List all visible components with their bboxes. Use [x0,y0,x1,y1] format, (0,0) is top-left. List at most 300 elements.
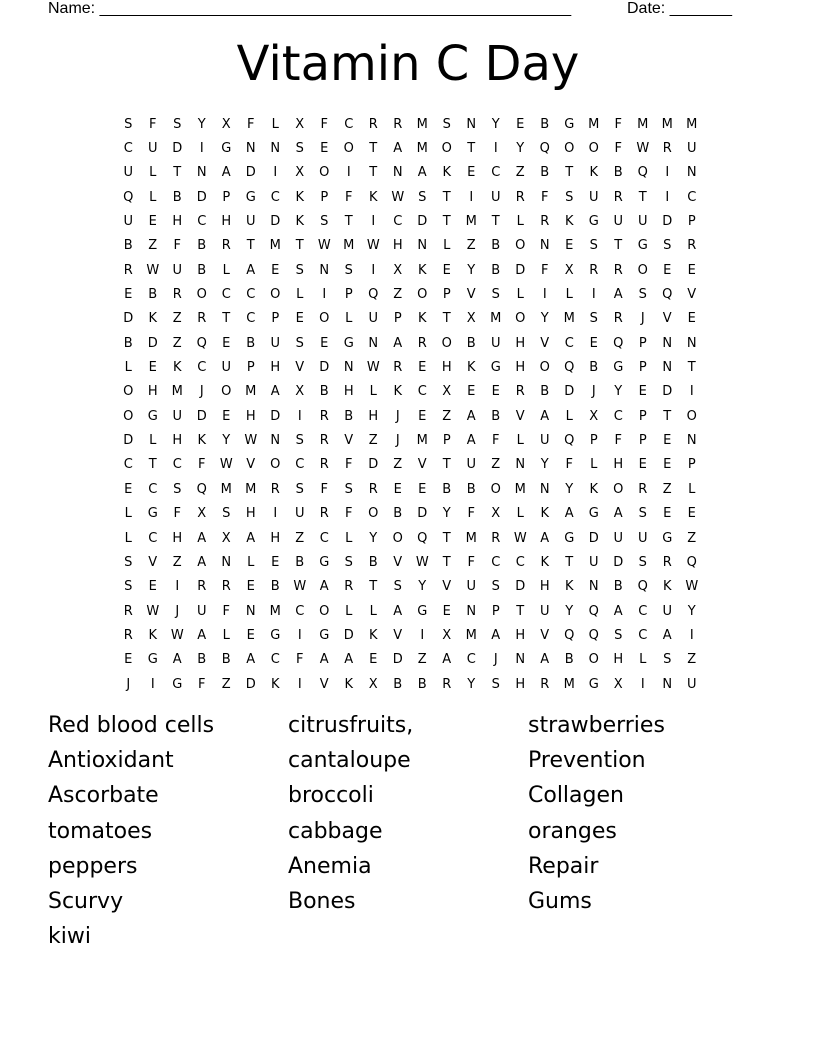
grid-letter: W [636,141,650,157]
grid-letter: C [246,311,256,327]
grid-letter: F [345,506,353,522]
grid-letter: J [591,384,596,400]
grid-letter: F [541,262,549,278]
grid-letter: I [371,214,376,230]
grid-letter: Q [123,189,134,205]
grid-letter: B [613,579,623,595]
grid-letter: A [246,652,256,668]
grid-letter: M [686,116,698,132]
grid-letter: G [662,530,673,546]
grid-letter: R [368,481,378,497]
grid-letter: U [466,579,476,595]
grid-letter: M [269,603,281,619]
grid-letter: K [148,311,158,327]
grid-letter: K [417,311,427,327]
grid-letter: H [613,652,624,668]
grid-letter: T [295,238,304,254]
grid-letter: A [270,384,280,400]
grid-letter: Y [687,603,696,619]
grid-letter: Y [418,579,427,595]
word-list-item: Antioxidant [48,748,174,774]
grid-letter: Q [564,433,575,449]
grid-letter: Z [295,530,305,546]
grid-letter: L [345,311,353,327]
grid-letter: H [515,676,526,692]
grid-row [116,209,704,233]
word-list-item: cantaloupe [288,748,411,774]
grid-letter: Y [565,481,574,497]
grid-letter: S [320,214,329,230]
grid-letter: A [442,652,452,668]
grid-letter: K [270,676,280,692]
grid-letter: E [687,506,696,522]
grid-letter: I [150,676,155,692]
grid-letter: C [687,189,697,205]
grid-letter: I [199,141,204,157]
grid-letter: H [539,579,550,595]
word-list-item: peppers [48,853,138,879]
grid-letter: Z [442,408,452,424]
grid-letter: D [172,141,183,157]
grid-letter: A [564,506,574,522]
grid-letter: S [295,141,304,157]
grid-letter: Y [491,116,500,132]
grid-letter: D [196,408,207,424]
grid-letter: S [124,579,133,595]
grid-letter: M [416,141,428,157]
grid-letter: M [637,116,649,132]
word-list-item: tomatoes [48,818,153,844]
grid-letter: K [540,554,550,570]
grid-letter: T [442,457,451,473]
grid-letter: O [441,141,452,157]
grid-letter: P [442,287,451,303]
grid-letter: P [687,457,696,473]
grid-letter: X [393,262,403,278]
grid-letter: C [319,530,329,546]
grid-letter: F [614,433,622,449]
grid-letter: V [662,311,672,327]
grid-letter: T [491,214,500,230]
grid-row [116,550,704,574]
grid-letter: C [197,214,207,230]
grid-letter: S [295,433,304,449]
grid-letter: C [295,457,305,473]
grid-letter: S [124,116,133,132]
grid-letter: L [149,433,157,449]
grid-letter: H [172,214,183,230]
grid-letter: E [418,360,427,376]
grid-letter: R [687,238,697,254]
word-list-item: broccoli [288,783,374,809]
grid-letter: H [172,530,183,546]
grid-letter: B [613,165,623,181]
word-list-item: Scurvy [48,888,124,914]
grid-letter: T [565,554,574,570]
grid-letter: X [491,506,501,522]
grid-letter: A [246,530,256,546]
grid-letter: E [491,384,500,400]
grid-letter: J [493,652,498,668]
grid-letter: L [247,554,255,570]
grid-letter: U [588,189,599,205]
grid-letter: S [173,481,182,497]
grid-letter: C [491,165,501,181]
grid-letter: Q [196,335,207,351]
grid-letter: E [320,335,329,351]
grid-letter: Q [613,335,624,351]
grid-letter: U [662,603,672,619]
grid-letter: W [146,262,160,278]
grid-letter: L [369,603,377,619]
grid-letter: S [344,481,353,497]
grid-letter: P [246,360,255,376]
grid-letter: T [148,457,157,473]
grid-letter: V [393,627,403,643]
grid-letter: C [172,457,182,473]
grid-letter: K [564,214,574,230]
grid-letter: B [295,554,305,570]
grid-letter: N [515,652,526,668]
grid-letter: G [147,408,158,424]
grid-letter: P [320,189,329,205]
grid-letter: R [393,360,403,376]
grid-letter: U [123,165,133,181]
grid-letter: M [661,116,673,132]
header [48,0,748,20]
grid-letter: G [588,214,599,230]
grid-letter: B [393,506,403,522]
grid-letter: U [637,530,648,546]
grid-letter: F [198,676,206,692]
grid-letter: R [123,262,133,278]
grid-letter: T [565,165,574,181]
grid-letter: W [317,238,331,254]
grid-letter: M [465,530,477,546]
grid-letter: X [295,116,305,132]
grid-letter: L [590,457,598,473]
grid-letter: F [198,457,206,473]
grid-letter: C [564,335,574,351]
grid-letter: J [175,603,180,619]
grid-row [116,282,704,306]
grid-letter: R [197,579,207,595]
grid-row [116,112,704,136]
grid-letter: M [465,214,477,230]
grid-letter: E [320,141,329,157]
grid-letter: C [344,116,354,132]
word-list-item: Red blood cells [48,713,215,738]
grid-letter: C [148,530,158,546]
grid-letter: K [442,165,452,181]
word-list [48,708,768,954]
grid-letter: P [638,433,647,449]
grid-letter: S [418,189,427,205]
grid-letter: L [124,360,132,376]
grid-letter: M [220,481,232,497]
grid-letter: V [466,287,476,303]
grid-letter: K [368,189,378,205]
grid-letter: E [442,603,451,619]
grid-letter: R [662,554,672,570]
grid-letter: L [271,116,279,132]
grid-letter: H [392,238,403,254]
grid-letter: G [319,627,330,643]
grid-letter: H [245,408,256,424]
grid-letter: X [589,408,599,424]
grid-letter: H [270,530,281,546]
grid-letter: O [515,311,526,327]
grid-letter: Y [614,384,623,400]
grid-letter: B [246,335,256,351]
grid-letter: A [197,530,207,546]
grid-letter: F [467,554,475,570]
grid-letter: X [466,311,476,327]
grid-letter: E [418,481,427,497]
grid-letter: F [173,506,181,522]
grid-letter: C [613,408,623,424]
grid-letter: B [368,554,378,570]
grid-letter: U [490,189,501,205]
word-list-item: Gums [528,888,592,914]
grid-letter: S [589,238,598,254]
word-list-item: kiwi [48,924,91,950]
grid-letter: K [662,579,672,595]
grid-letter: O [392,530,403,546]
grid-letter: L [516,214,524,230]
grid-letter: W [170,627,184,643]
grid-letter: V [515,408,525,424]
grid-letter: R [197,311,207,327]
grid-letter: U [196,603,207,619]
grid-letter: L [516,506,524,522]
grid-letter: O [564,141,575,157]
grid-letter: N [221,554,232,570]
grid-letter: Y [369,530,378,546]
grid-letter: A [466,408,476,424]
grid-letter: F [320,116,328,132]
grid-letter: X [368,676,378,692]
grid-letter: Z [393,457,403,473]
grid-letter: J [640,311,645,327]
grid-letter: H [270,360,281,376]
grid-letter: S [442,116,451,132]
grid-letter: R [270,481,280,497]
grid-letter: G [221,141,232,157]
grid-letter: U [147,141,158,157]
grid-letter: K [368,627,378,643]
grid-letter: I [297,676,302,692]
grid-letter: F [492,433,500,449]
grid-letter: I [665,165,670,181]
grid-letter: P [442,433,451,449]
grid-letter: F [345,457,353,473]
grid-letter: R [123,603,133,619]
grid-letter: L [516,433,524,449]
grid-letter: M [416,116,428,132]
grid-letter: D [392,652,403,668]
grid-letter: L [565,287,573,303]
grid-letter: U [245,214,256,230]
grid-letter: S [222,506,231,522]
grid-letter: A [197,627,207,643]
grid-letter: S [124,554,133,570]
grid-letter: E [565,238,574,254]
grid-letter: H [343,384,354,400]
grid-letter: W [146,603,160,619]
grid-letter: M [563,676,575,692]
grid-letter: Y [540,311,549,327]
grid-letter: B [540,116,550,132]
grid-letter: N [539,481,550,497]
grid-letter: M [514,481,526,497]
grid-letter: C [638,627,648,643]
grid-letter: S [344,262,353,278]
grid-letter: E [663,457,672,473]
grid-letter: I [591,287,596,303]
grid-letter: M [269,238,281,254]
grid-letter: O [270,287,281,303]
grid-letter: W [513,530,527,546]
grid-letter: I [493,141,498,157]
grid-letter: U [613,530,623,546]
grid-letter: E [393,481,402,497]
grid-letter: D [564,384,575,400]
grid-letter: I [469,189,474,205]
grid-letter: P [393,311,402,327]
grid-letter: Z [172,554,182,570]
grid-letter: V [540,335,550,351]
grid-letter: L [296,287,304,303]
grid-letter: Q [588,603,599,619]
grid-letter: D [343,627,354,643]
grid-letter: R [442,676,452,692]
grid-letter: I [346,165,351,181]
grid-letter: Z [466,238,476,254]
grid-letter: E [663,506,672,522]
grid-letter: N [662,335,673,351]
grid-letter: Q [564,360,575,376]
grid-letter: P [271,311,280,327]
grid-letter: J [395,408,400,424]
grid-letter: B [197,652,207,668]
grid-letter: Z [148,238,158,254]
grid-letter: T [614,238,623,254]
grid-letter: U [172,408,182,424]
grid-letter: B [540,384,550,400]
grid-letter: P [589,433,598,449]
grid-letter: I [542,287,547,303]
grid-letter: I [665,189,670,205]
grid-letter: Z [393,287,403,303]
grid-letter: Q [588,627,599,643]
grid-letter: X [221,530,231,546]
grid-letter: L [222,262,230,278]
grid-letter: H [441,360,452,376]
grid-letter: W [685,579,699,595]
grid-letter: U [539,433,550,449]
grid-letter: U [368,311,378,327]
grid-letter: T [369,165,378,181]
grid-letter: C [466,652,476,668]
grid-letter: O [637,262,648,278]
grid-letter: E [369,652,378,668]
grid-letter: O [490,481,501,497]
grid-letter: F [345,189,353,205]
grid-letter: X [221,116,231,132]
grid-letter: S [638,506,647,522]
grid-letter: R [589,262,599,278]
grid-letter: F [173,238,181,254]
grid-letter: D [245,165,256,181]
grid-letter: N [417,238,428,254]
grid-letter: T [173,165,182,181]
grid-letter: A [393,141,403,157]
grid-letter: O [686,408,697,424]
grid-letter: C [197,360,207,376]
grid-letter: S [638,287,647,303]
grid-letter: E [222,335,231,351]
grid-letter: S [393,579,402,595]
grid-letter: X [442,384,452,400]
grid-letter: Q [539,141,550,157]
grid-letter: E [124,652,133,668]
grid-letter: P [638,408,647,424]
grid-letter: A [613,506,623,522]
grid-row [116,161,704,185]
grid-letter: U [686,141,697,157]
grid-letter: E [442,262,451,278]
grid-row [116,623,704,647]
grid-letter: B [197,262,207,278]
grid-letter: V [295,360,305,376]
grid-row [116,185,704,209]
grid-letter: R [613,262,623,278]
grid-letter: B [393,676,403,692]
grid-letter: K [393,384,403,400]
grid-letter: U [490,335,501,351]
grid-row [116,599,704,623]
grid-letter: N [515,457,526,473]
grid-letter: Z [662,481,672,497]
grid-letter: Z [515,165,525,181]
grid-letter: N [539,238,550,254]
grid-letter: Y [467,676,476,692]
grid-row [116,477,704,501]
grid-letter: K [172,360,182,376]
grid-letter: I [322,287,327,303]
word-list-item: strawberries [528,713,665,738]
grid-letter: T [442,214,451,230]
grid-letter: F [614,116,622,132]
grid-letter: K [295,189,305,205]
grid-letter: Y [540,457,549,473]
grid-letter: Y [565,603,574,619]
grid-letter: P [687,214,696,230]
grid-letter: X [295,165,305,181]
grid-letter: H [221,214,232,230]
grid-letter: O [123,408,134,424]
grid-letter: T [369,141,378,157]
grid-letter: K [564,579,574,595]
grid-letter: K [417,262,427,278]
grid-letter: R [540,676,550,692]
grid-letter: Y [197,116,206,132]
grid-letter: V [687,287,697,303]
grid-letter: E [638,457,647,473]
grid-letter: B [148,287,158,303]
grid-letter: I [297,408,302,424]
